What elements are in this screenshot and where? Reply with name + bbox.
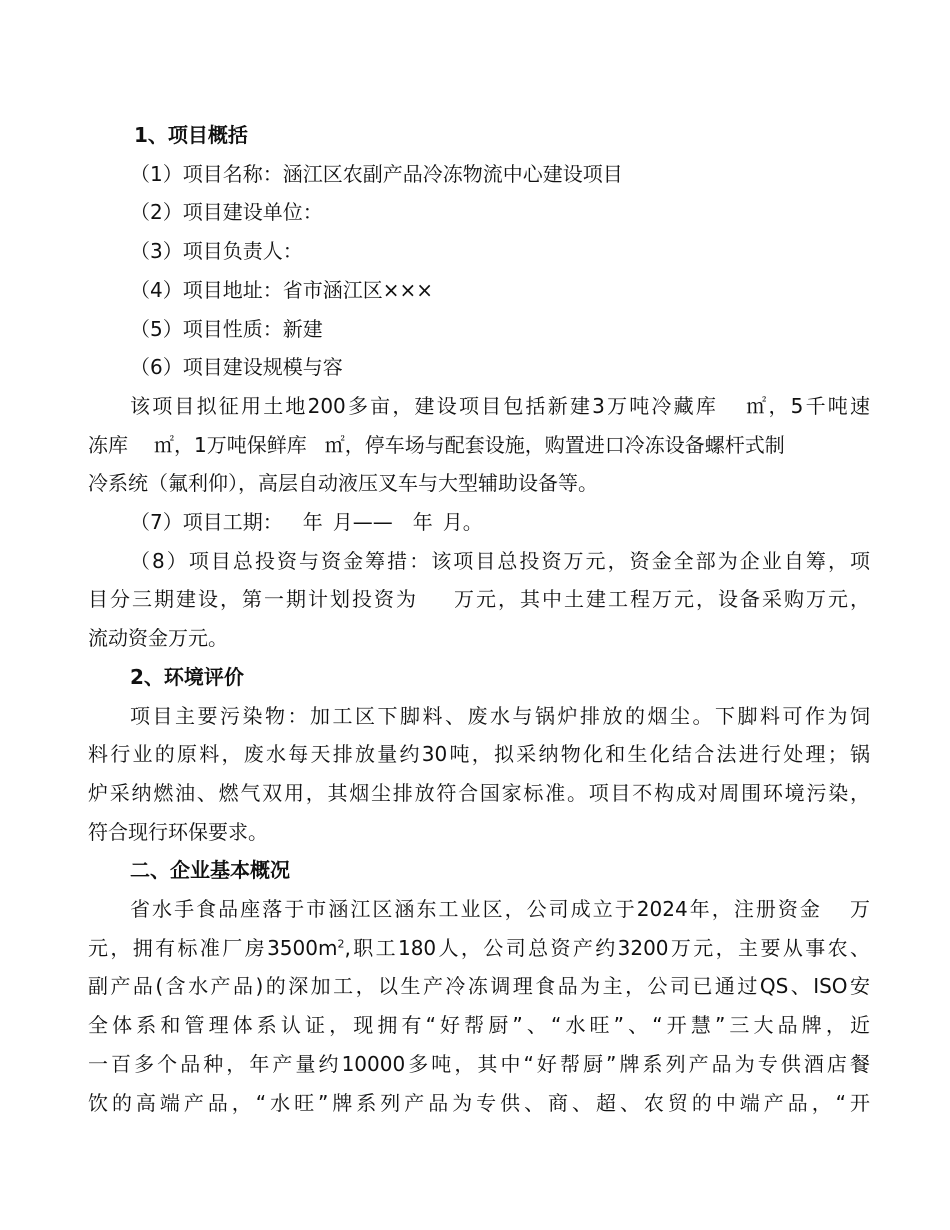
company-paragraph-line: 元，拥有标准厂房$3500m^2$,职工180人，公司总资产约3200万元，主要从事农、: [88, 935, 870, 960]
item-project-leader: （3）项目负责人：: [130, 239, 303, 264]
investment-paragraph-line: 目分三期建设，第一期计划投资为 万元，其中土建工程万元，设备采购万元，: [88, 587, 870, 612]
section-heading-project-overview: 1、项目概括: [134, 123, 248, 147]
company-paragraph-line: 副产品(含水产品)的深加工，以生产冷冻调理食品为主，公司已通过QS、ISO安: [88, 974, 870, 999]
scale-paragraph-line: 冷系统（氟利仰），高层自动液压叉车与大型辅助设备等。: [88, 471, 598, 496]
section-heading-company-overview: 二、企业基本概况: [130, 858, 290, 883]
item-project-name: （1）项目名称：涵江区农副产品冷冻物流中心建设项目: [130, 161, 623, 186]
company-paragraph-line: 一百多个品种，年产量约10000多吨，其中“好帮厨”牌系列产品为专供酒店餐: [88, 1051, 870, 1076]
item-project-schedule: （7）项目工期： 年 月—— 年 月。: [130, 510, 483, 535]
environment-paragraph-line: 炉采纳燃油、燃气双用，其烟尘排放符合国家标准。项目不构成对周围环境污染，: [88, 780, 870, 805]
scale-paragraph-line: 冻库 ㎡，1万吨保鲜库 ㎡，停车场与配套设施，购置进口冷冻设备螺杆式制: [88, 432, 785, 457]
environment-paragraph-line: 符合现行环保要求。: [88, 819, 268, 844]
item-total-investment: （8）项目总投资与资金筹措：该项目总投资万元，资金全部为企业自筹，项: [130, 548, 870, 573]
company-paragraph-line: 全体系和管理体系认证，现拥有“好帮厨”、“水旺”、“开慧”三大品牌，近: [88, 1013, 870, 1038]
scale-paragraph-line: 该项目拟征用土地200多亩，建设项目包括新建3万吨冷藏库 ㎡，5千吨速: [130, 393, 870, 418]
item-project-address: （4）项目地址：省市涵江区×××: [130, 277, 433, 302]
section-heading-environment: 2、环境评价: [130, 664, 244, 689]
document-page: [88, 116, 870, 1122]
investment-paragraph-line: 流动资金万元。: [88, 626, 228, 651]
company-paragraph-line: 饮的高端产品，“水旺”牌系列产品为专供、商、超、农贸的中端产品，“开: [88, 1090, 870, 1115]
item-project-nature: （5）项目性质：新建: [130, 316, 323, 341]
environment-paragraph-line: 料行业的原料，废水每天排放量约30吨，拟采纳物化和生化结合法进行处理；锅: [88, 742, 870, 767]
superscript: 2: [337, 937, 345, 951]
company-paragraph-line: 省水手食品座落于市涵江区涵东工业区，公司成立于2024年，注册资金 万: [130, 897, 871, 922]
item-construction-scale: （6）项目建设规模与容: [130, 355, 343, 380]
item-construction-unit: （2）项目建设单位：: [130, 200, 323, 225]
environment-paragraph-line: 项目主要污染物：加工区下脚料、废水与锅炉排放的烟尘。下脚料可作为饲: [130, 703, 870, 728]
